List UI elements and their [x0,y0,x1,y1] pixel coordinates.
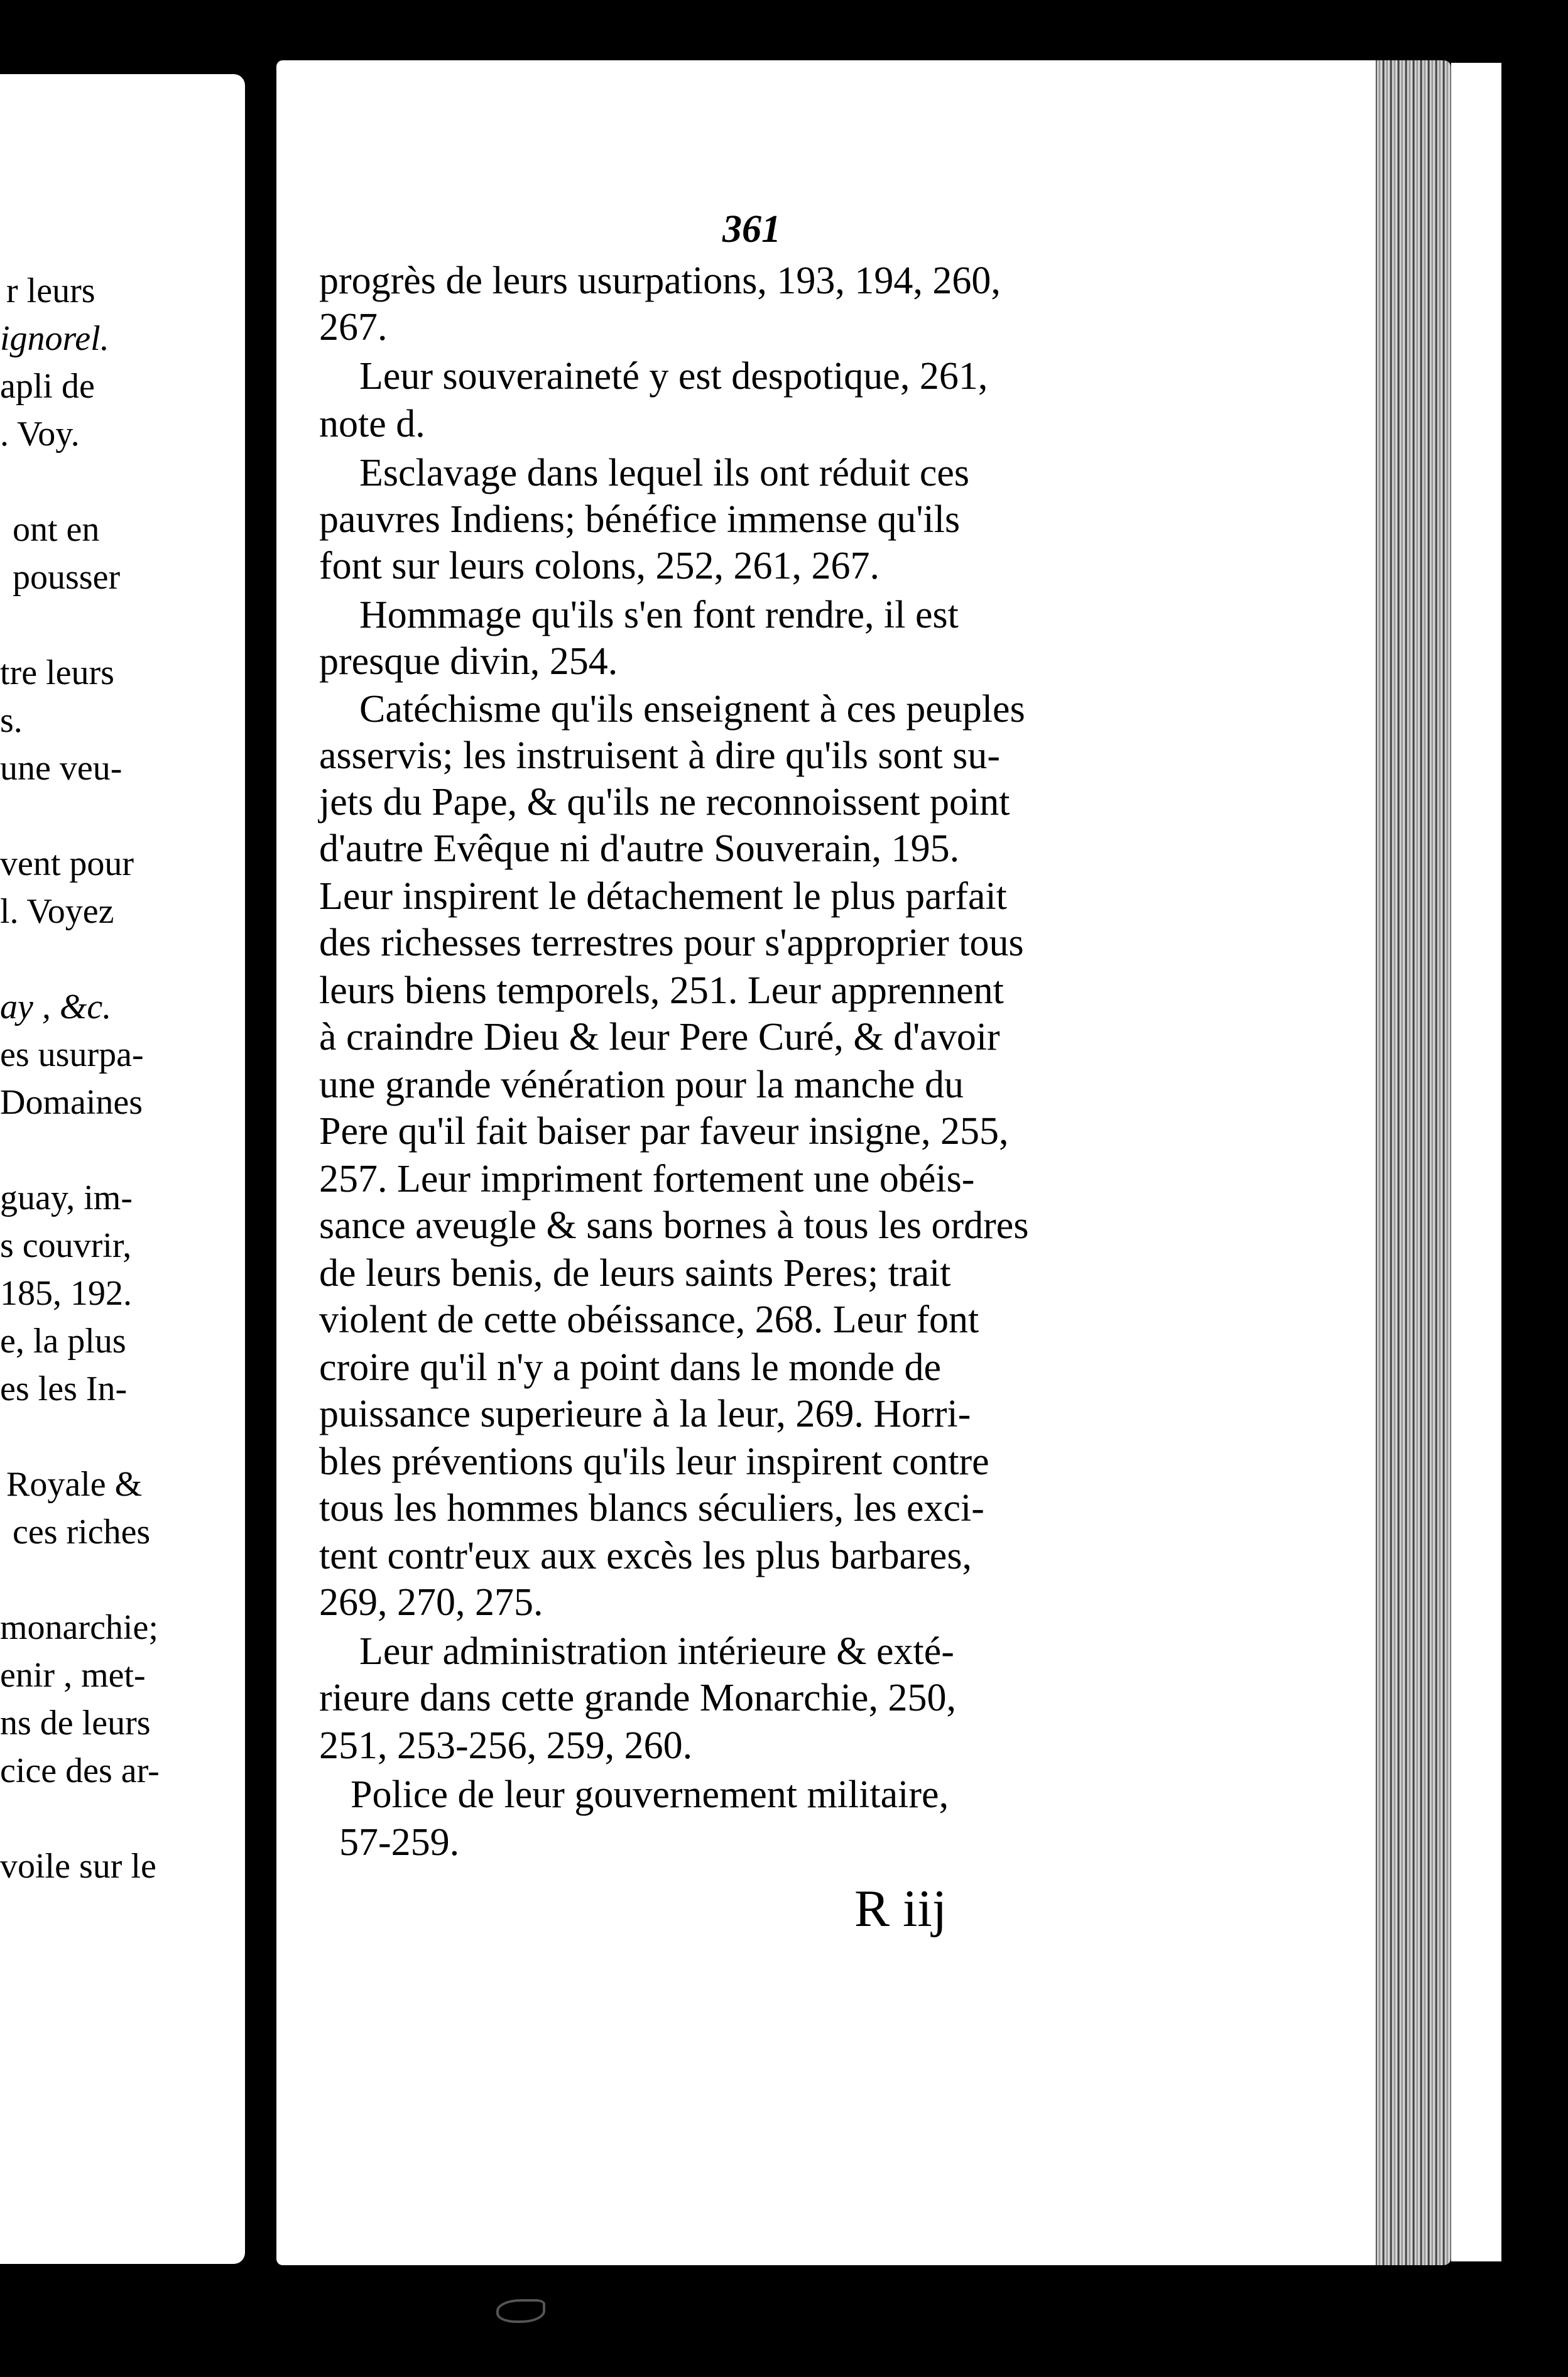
text-line: tent contr'eux aux excès les plus barbares, [319,1535,972,1577]
left-text-line: es les In- [0,1369,128,1408]
text-line: à craindre Dieu & leur Pere Curé, & d'avoir [319,1016,1000,1058]
text-line: Leur souveraineté y est despotique, 261, [359,355,988,398]
left-text-line: s. [0,701,23,740]
text-line: Leur inspirent le détachement le plus parfait [319,875,1007,918]
text-line: presque divin, 254. [319,640,618,683]
text-line: 269, 270, 275. [319,1581,543,1624]
left-text-line: ay , &c. [0,987,112,1026]
text-line: tous les hommes blancs séculiers, les exci- [319,1487,984,1530]
text-line: croire qu'il n'y a point dans le monde de [319,1346,941,1389]
text-line: asservis; les instruisent à dire qu'ils sont su- [319,734,1001,777]
left-text-line: Domaines [0,1083,143,1122]
left-text-line: une veu- [0,749,122,788]
text-line: note d. [319,403,425,445]
gutter [245,63,276,2268]
text-line: des richesses terrestres pour s'approprier tous [319,922,1024,964]
text-line: Hommage qu'ils s'en font rendre, il est [359,594,959,636]
text-line: pauvres Indiens; bénéfice immense qu'ils [319,498,961,541]
page-number: 361 [722,208,781,251]
left-text-line: r leurs [6,271,95,310]
text-line: une grande vénération pour la manche du [319,1063,964,1106]
text-line: 57-259. [339,1821,460,1864]
text-line: 257. Leur impriment fortement une obéis- [319,1158,975,1200]
text-line: jets du Pape, & qu'ils ne reconnoissent point [319,781,1010,824]
left-text-line: ces riches [13,1513,151,1552]
text-line: leurs biens temporels, 251. Leur apprennent [319,969,1004,1012]
left-text-line: apli de [0,367,95,406]
left-text-line: guay, im- [0,1178,133,1217]
left-text-line: vent pour [0,844,134,883]
text-line: Esclavage dans lequel ils ont réduit ces [359,452,970,494]
scan-mark-icon [496,2299,545,2323]
left-text-line: cice des ar- [0,1751,160,1790]
left-text-line: enir , met- [0,1656,146,1695]
text-line: Pere qu'il fait baiser par faveur insigne, 255, [319,1110,1009,1153]
left-text-line: . Voy. [0,415,80,454]
text-line: puissance superieure à la leur, 269. Horri- [319,1393,971,1435]
left-text-line: ns de leurs [0,1704,151,1743]
left-text-line: ignorel. [0,319,109,358]
page-edge [1376,60,1451,2265]
text-line: rieure dans cette grande Monarchie, 250, [319,1677,956,1719]
left-text-line: ont en [13,510,100,549]
left-page [0,74,245,2264]
text-line: d'autre Evêque ni d'autre Souverain, 195. [319,827,960,870]
left-text-line: es usurpa- [0,1035,144,1074]
left-text-line: pousser [13,558,121,597]
signature-mark: R iij [854,1879,947,1938]
left-text-line: voile sur le [0,1847,156,1886]
left-text-line: Royale & [6,1465,143,1504]
left-text-line: tre leurs [0,653,114,692]
left-text-line: l. Voyez [0,892,114,931]
text-line: de leurs benis, de leurs saints Peres; trait [319,1252,951,1295]
text-line: sance aveugle & sans bornes à tous les ordres [319,1204,1029,1247]
text-line: 251, 253-256, 259, 260. [319,1724,693,1767]
page-edge-outer [1451,63,1501,2261]
left-text-line: monarchie; [0,1608,158,1647]
text-line: Police de leur gouvernement militaire, [351,1773,949,1816]
left-text-line: e, la plus [0,1322,126,1361]
text-line: progrès de leurs usurpations, 193, 194, 260, [319,259,1001,302]
left-text-line: 185, 192. [0,1274,132,1313]
text-line: violent de cette obéissance, 268. Leur font [319,1298,979,1341]
left-text-line: s couvrir, [0,1226,132,1265]
text-line: bles préventions qu'ils leur inspirent contre [319,1440,989,1483]
text-line: font sur leurs colons, 252, 261, 267. [319,545,880,587]
text-line: 267. [319,306,388,349]
text-line: Leur administration intérieure & exté- [359,1630,954,1673]
text-line: Catéchisme qu'ils enseignent à ces peuples [359,688,1025,731]
